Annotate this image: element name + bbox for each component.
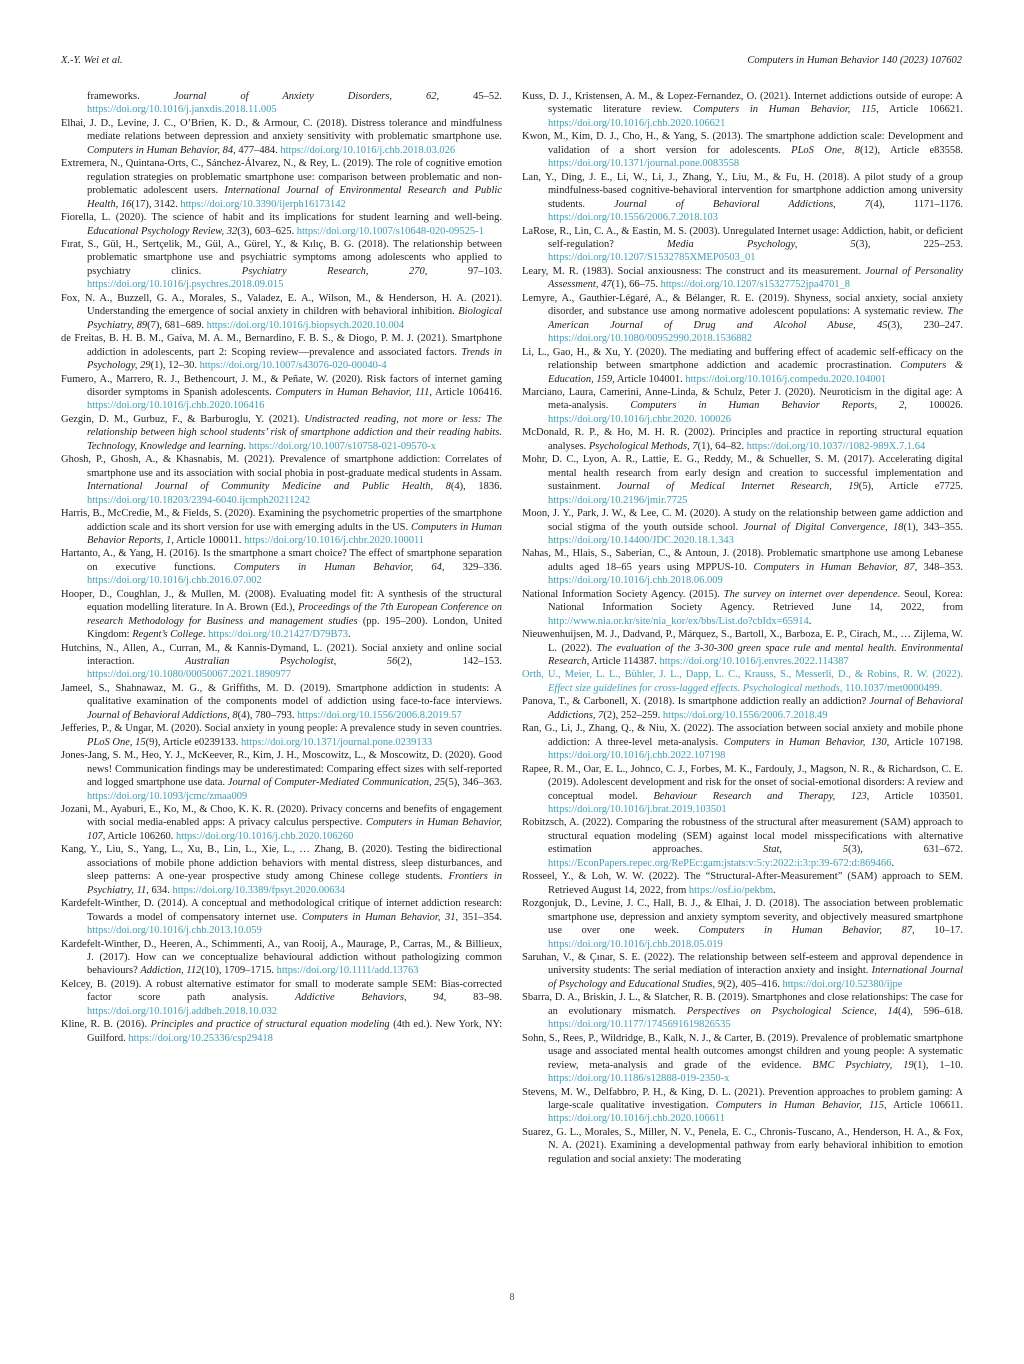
reference-text: Addiction, 112: [140, 965, 202, 977]
reference-entry: [522, 870, 963, 897]
doi-link[interactable]: https://doi.org/10.1037//1082-989X.7.1.64: [746, 440, 926, 452]
doi-link[interactable]: https://doi.org/10.1016/j.chb.2020.106621: [548, 117, 726, 129]
reference-text: McDonald, R. P., & Ho, M. H. R. (2002). Principles and practice in reporting structural equation analyses.: [522, 427, 963, 452]
doi-link[interactable]: https://doi.org/10.1016/j.chbr.2020.100011: [244, 534, 425, 546]
doi-link[interactable]: https://doi.org/10.1556/2006.8.2019.57: [297, 709, 462, 721]
reference-text: , 634.: [146, 884, 173, 896]
reference-entry: [522, 763, 963, 817]
doi-link[interactable]: https://doi.org/10.1016/j.chb.2020.106260: [175, 830, 354, 842]
reference-text: Marciano, Laura, Camerini, Anne-Linda, & Schulz, Peter J. (2020). Neuroticism in the digital age: A meta-analysis.: [522, 386, 963, 412]
reference-text: (3), 631–672.: [848, 844, 963, 856]
reference-entry: [61, 978, 502, 1018]
reference-text: Journal of Behavioral Addictions, 7: [614, 198, 871, 210]
reference-text: .: [773, 884, 776, 896]
reference-text: Psychological Methods, 7: [588, 440, 698, 452]
doi-link[interactable]: https://doi.org/10.1016/j.biopsych.2020.10.004: [206, 319, 405, 331]
reference-text: (4), 1836.: [450, 481, 502, 493]
reference-entry: [61, 938, 502, 978]
reference-text: The survey on internet over dependence: [723, 588, 898, 600]
reference-text: Lan, Y., Ding, J. E., Li, W., Li, J., Zhang, Y., Liu, M., & Fu, H. (2018). A pilot study of a group mindfulness-based cognitive-behavioral intervention for smartphone addiction among university students.: [522, 171, 963, 210]
reference-text: (1), 12–30.: [150, 360, 200, 372]
reference-entry: [61, 90, 502, 117]
doi-link[interactable]: https://doi.org/10.1207/s15327752jpa4701_8: [660, 279, 850, 291]
reference-text: , Article 104001.: [612, 373, 686, 385]
reference-entry: [522, 171, 963, 225]
reference-text: Nieuwenhuijsen, M. J., Dadvand, P., Márquez, S., Bartoll, X., Barboza, E. P., Cirach, M., … Zijlema, W. L. (2022).: [522, 629, 963, 654]
doi-link[interactable]: https://doi.org/10.2196/jmir.7725: [548, 494, 688, 506]
reference-text: Rozgonjuk, D., Levine, J. C., Hall, B. J., & Elhai, J. D. (2018). The association between problematic smartphone use, depression and anxiety symptom severity, and objectively measured smartphone use over one week.: [522, 898, 963, 937]
reference-entry: [61, 588, 502, 642]
reference-text: Regent’s College: [132, 629, 203, 641]
doi-link[interactable]: https://doi.org/10.3390/ijerph16173142: [180, 198, 346, 210]
reference-text: Leary, M. R. (1983). Social anxiousness: The construct and its measurement.: [522, 265, 866, 277]
reference-text: Li, L., Gao, H., & Xu, Y. (2020). The mediating and buffering effect of academic self-efficacy on the relationship between smartphone addiction and academic procrastination.: [522, 346, 963, 372]
reference-text: , 97–103.: [424, 265, 502, 277]
reference-text: (17), 3142.: [131, 198, 181, 210]
reference-text: Journal of Medical Internet Research, 19: [617, 481, 859, 493]
reference-text: (1), 343–355.: [903, 521, 963, 533]
reference-text: Media Psychology, 5: [666, 238, 856, 250]
reference-entry: [61, 897, 502, 937]
reference-text: Computers in Human Behavior, 107: [87, 817, 502, 842]
reference-text: PLoS One, 8: [791, 144, 861, 156]
reference-text: , Article 100011.: [171, 534, 245, 546]
reference-text: Ran, G., Li, J., Zhang, Q., & Niu, X. (2022). The association between social anxiety and mobile phone addiction: A three-level meta-analysis.: [522, 723, 963, 748]
reference-text: (4), 780–793.: [237, 709, 298, 721]
reference-entry: [61, 117, 502, 157]
reference-text: Computers in Human Behavior, 87: [753, 561, 915, 573]
reference-text: Computers in Human Behavior, 31: [301, 911, 456, 923]
reference-text: (4), 1171–1176.: [870, 198, 963, 210]
reference-entry: [522, 386, 963, 426]
reference-text: , Article 106416.: [429, 386, 502, 398]
reference-text: Stevens, M. W., Delfabbro, P. H., & King, D. L. (2021). Prevention approaches to problem gaming: A large-scale qualitative investigation.: [522, 1086, 963, 1111]
doi-link[interactable]: https://doi.org/10.1080/00050067.2021.1890977: [87, 669, 291, 681]
reference-entry: [522, 426, 963, 453]
doi-link[interactable]: https://doi.org/10.1007/s43076-020-00040-4: [199, 360, 387, 372]
reference-entry: [522, 695, 963, 722]
doi-link[interactable]: https://doi.org/10.1207/S1532785XMEP0503_01: [548, 252, 756, 264]
reference-text: , Article 114387.: [586, 656, 660, 668]
reference-text: Computers in Human Behavior, 84: [87, 144, 234, 156]
reference-entry: [61, 157, 502, 211]
reference-text: Journal of Computer-Mediated Communication, 25: [227, 777, 445, 789]
reference-text: .: [347, 629, 351, 641]
reference-entry: [61, 373, 502, 413]
reference-text: International Journal of Environmental Research and Public Health, 16: [87, 185, 502, 210]
reference-entry: [522, 346, 963, 386]
doi-link[interactable]: https://doi.org/10.1007/s10758-021-09570-x: [248, 440, 436, 452]
reference-text: Jefferies, P., & Ungar, M. (2020). Social anxiety in young people: A prevalence study in seven countries.: [61, 723, 502, 735]
reference-text: (1), 1–10.: [913, 1059, 963, 1071]
reference-text: Kwon, M., Kim, D. J., Cho, H., & Yang, S. (2013). The smartphone addiction scale: Development and validation of a short version for adolescents.: [522, 131, 963, 156]
reference-entry: [522, 588, 963, 628]
header-authors: X.-Y. Wei et al.: [61, 55, 123, 66]
reference-text: , 45–52.: [436, 91, 502, 102]
reference-text: , 351–354.: [455, 911, 503, 923]
reference-text: (2), 142–153.: [397, 656, 502, 668]
reference-entry: [522, 722, 963, 762]
reference-entry: [522, 1086, 963, 1126]
doi-link[interactable]: https://doi.org/10.1016/j.chb.2020.106416: [87, 400, 265, 412]
reference-text: Educational Psychology Review, 32: [87, 225, 238, 237]
reference-text: Ghosh, P., Ghosh, A., & Khasnabis, M. (2021). Prevalence of smartphone addiction: Correlates of smartphone use and its association with social phobia in post-graduate medical students in Assam.: [61, 454, 502, 479]
reference-text: , 477–484.: [233, 144, 281, 156]
reference-text: PLoS One, 15: [87, 736, 146, 748]
reference-text: de Freitas, B. H. B. M., Gaíva, M. A. M., Bernardino, F. B. S., & Diogo, P. M. J. (2021). Smartphone addiction in adolescents, part 2: Scoping review—prevalence and associated factors.: [61, 333, 502, 358]
reference-text: Jones-Jang, S. M., Heo, Y. J., McKeever, R., Kim, J. H., Moscowitz, L., & Moscowitz, D. (2020). Good news! Communication findings may be underestimated: Comparing effect sizes with self-reported and logged smartphone use data.: [61, 750, 502, 789]
reference-text: , 10–17.: [912, 925, 964, 937]
reference-text: Saruhan, V., & Çınar, S. E. (2022). The relationship between self-esteem and approval dependence in university students: The serial mediation of interaction anxiety and insight.: [522, 952, 963, 977]
reference-text: Sohn, S., Rees, P., Wildridge, B., Kalk, N. J., & Carter, B. (2019). Prevalence of problematic smartphone usage and associated mental health outcomes amongst children and young people: A systematic review, meta-analysis and grade of the evidence.: [522, 1032, 963, 1071]
reference-entry: [522, 1032, 963, 1086]
doi-link[interactable]: https://doi.org/10.1016/j.chbr.2020. 100026: [548, 413, 731, 425]
reference-text: Kelcey, B. (2019). A robust alternative estimator for small to moderate sample SEM: Bias-corrected factor score path analysis.: [61, 978, 502, 1004]
reference-entry: [61, 238, 502, 292]
reference-text: Lemyre, A., Gauthier-Légaré, A., & Bélanger, R. E. (2019). Shyness, social anxiety, social anxiety disorder, and substance use among normative adolescent populations: A systematic review.: [522, 292, 963, 318]
reference-text: .: [808, 615, 812, 627]
doi-link[interactable]: Orth, U., Meier, L. L., Bühler, J. L., Dapp, L. C., Krauss, S., Messerli, D., & Robins, R. W. (2022).: [522, 669, 963, 681]
doi-link[interactable]: https://doi.org/10.1007/s10648-020-09525-1: [296, 225, 484, 237]
reference-text: , Article 106621.: [876, 104, 963, 116]
doi-link[interactable]: https://osf.io/pekbm: [688, 884, 774, 896]
reference-text: , 329–336.: [441, 561, 502, 573]
reference-text: Undistracted reading, not more or less: The relationship between high school students’ risk of smartphone addiction and their reading habits. Technology, Knowledge and learning.: [87, 413, 502, 452]
reference-text: Kardefelt-Winther, D., Heeren, A., Schimmenti, A., van Rooij, A., Maurage, P., Carras, M., & Billieux, J. (2017). How can we conceptualize behavioural addiction without pathologizing common behaviours?: [61, 938, 502, 977]
reference-text: Computers in Human Behavior, 115: [693, 104, 877, 116]
reference-entry: [61, 749, 502, 803]
doi-link[interactable]: https://doi.org/10.1016/j.chb.2020.106611: [548, 1113, 726, 1125]
reference-text: (4), 596–618.: [897, 1005, 963, 1017]
doi-link[interactable]: https://EconPapers.repec.org/RePEc:gam:jstats:v:5:y:2022:i:3:p:39-672:d:869466: [548, 857, 892, 869]
reference-entry: [61, 292, 502, 332]
doi-link[interactable]: https://doi.org/10.1016/j.chb.2018.05.019: [548, 938, 723, 950]
reference-entry: [522, 816, 963, 870]
doi-link[interactable]: https://doi.org/10.18203/2394-6040.ijcmph20211242: [87, 494, 311, 506]
reference-text: Computers & Education, 159: [548, 360, 963, 385]
reference-entry: [522, 453, 963, 507]
doi-link[interactable]: https://doi.org/10.1016/j.janxdis.2018.11.005: [87, 104, 277, 116]
reference-text: (2), 405–416.: [722, 978, 783, 990]
doi-link[interactable]: https://doi.org/10.1016/j.psychres.2018.09.015: [87, 279, 284, 291]
reference-text: Kline, R. B. (2016).: [61, 1019, 151, 1031]
doi-link[interactable]: https://doi.org/10.1016/j.chb.2013.10.059: [87, 925, 262, 937]
reference-text: , 83–98.: [443, 992, 502, 1004]
reference-entry: [522, 628, 963, 668]
reference-text: . Seoul, Korea: National Information Society Agency. Retrieved June 14, 2022, from: [548, 588, 963, 614]
reference-text: Journal of Digital Convergence, 18: [743, 521, 904, 533]
reference-entry: [522, 1126, 963, 1166]
doi-link[interactable]: Effect size guidelines for cross-lagged effects. Psychological methods: [548, 682, 840, 694]
doi-link[interactable]: https://doi.org/10.1556/2006.7.2018.49: [662, 709, 828, 721]
reference-text: BMC Psychiatry, 19: [812, 1059, 914, 1071]
doi-link[interactable]: , 110.1037/met0000499.: [839, 682, 943, 694]
reference-entry: [522, 507, 963, 547]
reference-text: Harris, B., McCredie, M., & Fields, S. (2020). Examining the psychometric properties of the smartphone addiction scale and its short version for use with emerging adults in the US.: [61, 508, 502, 533]
doi-link[interactable]: https://doi.org/10.1371/journal.pone.0083558: [548, 158, 740, 170]
reference-text: Moon, J. Y., Park, J. W., & Lee, C. M. (2020). A study on the relationship between game addiction and social stigma of the youth outside school.: [522, 508, 963, 533]
page-number: 8: [509, 1292, 515, 1303]
reference-text: Computers in Human Behavior, 64: [233, 561, 442, 573]
doi-link[interactable]: https://doi.org/10.1111/add.13763: [276, 965, 419, 977]
reference-text: Fumero, A., Marrero, R. J., Bethencourt, J. M., & Peñate, W. (2020). Risk factors of internet gaming disorder symptoms in Spanish adolescents.: [61, 373, 502, 398]
reference-entry: [522, 668, 963, 695]
reference-text: Australian Psychologist, 56: [185, 656, 398, 668]
reference-entry: [61, 843, 502, 897]
reference-text: Hooper, D., Coughlan, J., & Mullen, M. (2008). Evaluating model fit: A synthesis of the structural equation modelling literature. In A. Brown (Ed.),: [61, 588, 502, 614]
reference-entry: [61, 547, 502, 587]
doi-link[interactable]: https://doi.org/10.1093/jcmc/zmaa009: [87, 790, 248, 802]
reference-text: Principles and practice of structural equation modeling: [150, 1019, 390, 1031]
reference-entry: [61, 682, 502, 722]
doi-link[interactable]: https://doi.org/10.1016/j.chb.2022.107198: [548, 750, 726, 762]
reference-text: Trends in Psychology, 29: [87, 346, 502, 372]
reference-text: Elhai, J. D., Levine, J. C., O’Brien, K. D., & Armour, C. (2018). Distress tolerance and mindfulness mediate relations between depression and anxiety sensitivity with problematic smartphone use.: [61, 117, 502, 143]
reference-text: Nahas, M., Hlais, S., Saberian, C., & Antoun, J. (2018). Problematic smartphone use among Lebanese adults aged 18–65 years using MPPUS-10.: [522, 548, 963, 573]
reference-entry: [522, 897, 963, 951]
doi-link[interactable]: https://doi.org/10.1016/j.compedu.2020.104001: [685, 373, 887, 385]
reference-text: Computers in Human Behavior, 115: [715, 1099, 884, 1111]
reference-text: .: [891, 857, 894, 869]
reference-entry: [522, 991, 963, 1031]
doi-link[interactable]: https://doi.org/10.1186/s12888-019-2350-x: [548, 1073, 730, 1085]
reference-text: .: [202, 629, 209, 641]
reference-text: , Article 107198.: [886, 736, 964, 748]
reference-text: (12), Article e83558.: [860, 144, 964, 156]
doi-link[interactable]: https://doi.org/10.1371/journal.pone.0239133: [240, 736, 433, 748]
reference-entry: [522, 292, 963, 346]
running-header: [61, 55, 962, 66]
reference-text: Journal of Behavioral Addictions, 7: [548, 696, 963, 721]
doi-link[interactable]: https://doi.org/10.1016/j.chb.2016.07.002: [87, 575, 262, 587]
reference-text: Jozani, M., Ayaburi, E., Ko, M., & Choo, K. K. R. (2020). Privacy concerns and benefits of engagement with social media-enabled apps: A privacy calculus perspective.: [61, 804, 502, 829]
reference-text: Jameel, S., Shahnawaz, M. G., & Griffiths, M. D. (2019). Smartphone addiction in students: A qualitative examination of the components model of addiction using face-to-face interviews.: [61, 682, 502, 708]
reference-entry: [522, 90, 963, 130]
reference-entry: [61, 332, 502, 372]
reference-entry: [522, 225, 963, 265]
reference-text: (4th ed.). New York, NY: Guilford.: [87, 1019, 503, 1044]
doi-link[interactable]: https://doi.org/10.1016/j.envres.2022.114387: [659, 656, 849, 668]
reference-text: (1), 64–82.: [697, 440, 747, 452]
reference-text: Addictive Behaviors, 94: [295, 992, 444, 1004]
reference-text: LaRose, R., Lin, C. A., & Eastin, M. S. (2003). Unregulated Internet usage: Addiction, habit, or deficient self-regulation?: [522, 225, 963, 250]
reference-text: Frontiers in Psychiatry, 11: [87, 871, 503, 896]
reference-text: (pp. 195–200). London, United Kingdom:: [87, 615, 502, 641]
reference-text: Kang, Y., Liu, S., Yang, L., Xu, B., Lin, L., Xie, L., … Zhang, B. (2020). Testing the bidirectional associations of mobile phone addiction behaviors with mental distress, sleep disturbances, and sleep patterns: A one-year prospective study among Chinese college students.: [61, 844, 502, 883]
reference-entry: [522, 265, 963, 292]
reference-text: (10), 1709–1715.: [201, 965, 277, 977]
reference-entry: [61, 453, 502, 507]
doi-link[interactable]: https://doi.org/10.1016/j.addbeh.2018.10.032: [87, 1005, 277, 1017]
reference-text: Journal of Behavioral Addictions, 8: [87, 709, 238, 721]
reference-text: Computers in Human Behavior Reports, 2: [630, 400, 905, 412]
reference-text: (2), 252–259.: [603, 709, 663, 721]
reference-text: Fox, N. A., Buzzell, G. A., Morales, S., Valadez, E. A., Wilson, M., & Henderson, H. A. (2021). Understanding the emergence of social anxiety in children with behavioral inhibition.: [61, 292, 502, 318]
doi-link[interactable]: https://doi.org/10.3389/fpsyt.2020.00634: [172, 884, 346, 896]
reference-text: International Journal of Psychology and Educational Studies, 9: [548, 965, 963, 990]
reference-entry: [61, 413, 502, 453]
reference-text: National Information Society Agency. (2015).: [522, 588, 724, 600]
reference-text: Rosseel, Y., & Loh, W. W. (2022). The “Structural-After-Measurement” (SAM) approach to SEM. Retrieved August 14, 2022, from: [522, 871, 963, 896]
doi-link[interactable]: https://doi.org/10.21427/D79B73: [208, 629, 348, 641]
reference-entry: [61, 211, 502, 238]
reference-text: The American Journal of Drug and Alcohol Abuse, 45: [548, 306, 963, 331]
reference-text: Hartanto, A., & Yang, H. (2016). Is the smartphone a smart choice? The effect of smartphone separation on executive functions.: [61, 548, 502, 573]
header-journal: Computers in Human Behavior 140 (2023) 107602: [747, 55, 962, 66]
reference-text: International Journal of Community Medicine and Public Health, 8: [87, 481, 451, 493]
reference-entry: [522, 130, 963, 170]
doi-link[interactable]: https://doi.org/10.52380/ijpe: [782, 978, 903, 990]
reference-text: , 348–353.: [914, 561, 963, 573]
reference-text: (1), 66–75.: [611, 279, 661, 291]
doi-link[interactable]: https://doi.org/10.1016/j.brat.2019.103501: [548, 804, 727, 816]
reference-text: (7), 681–689.: [147, 319, 207, 331]
reference-text: , Article 106260.: [102, 830, 176, 842]
reference-text: Rapee, R. M., Oar, E. L., Johnco, C. J., Forbes, M. K., Fardouly, J., Magson, N. R., & Richardson, C. E. (2019). Adolescent development and risk for the onset of social-emotional disorders: A review and conceptual model.: [522, 763, 963, 802]
reference-text: Robitzsch, A. (2022). Comparing the robustness of the structural after measurement (SAM) approach to structural equation modeling (SEM) against local model misspecifications with alternative estimation approaches.: [522, 817, 963, 856]
reference-text: Stat, 5: [763, 844, 849, 856]
reference-text: Kuss, D. J., Kristensen, A. M., & Lopez-Fernandez, O. (2021). Internet addictions outside of europe: A systematic literature review.: [522, 91, 963, 116]
reference-text: Mohr, D. C., Lyon, A. R., Lattie, E. G., Reddy, M., & Schueller, S. M. (2017). Accelerating digital mental health research from early design and creation to successful implementation and sustainment.: [522, 454, 963, 493]
reference-text: Extremera, N., Quintana-Orts, C., Sánchez-Álvarez, N., & Rey, L. (2019). The role of cognitive emotion regulation strategies on problematic smartphone use: comparison between problematic and non-problematic adolescent users.: [61, 158, 502, 197]
doi-link[interactable]: https://doi.org/10.25336/csp29418: [128, 1032, 273, 1044]
reference-text: (3), 230–247.: [887, 319, 963, 331]
reference-entry: [61, 722, 502, 749]
reference-text: Behaviour Research and Therapy, 123: [653, 790, 867, 802]
reference-text: , Article 106611.: [883, 1099, 963, 1111]
reference-entry: [522, 547, 963, 587]
reference-text: Psychiatry Research, 270: [241, 265, 425, 277]
reference-text: , Article 103501.: [866, 790, 963, 802]
reference-text: Perspectives on Psychological Science, 14: [686, 1005, 898, 1017]
doi-link[interactable]: https://doi.org/10.1556/2006.7.2018.103: [548, 212, 718, 224]
reference-text: Computers in Human Behavior, 87: [698, 925, 913, 937]
reference-entry: [61, 803, 502, 843]
reference-text: Journal of Personality Assessment, 47: [548, 265, 963, 291]
reference-text: (5), Article e7725.: [858, 481, 963, 493]
reference-text: , 100026.: [904, 400, 964, 412]
reference-text: Panova, T., & Carbonell, X. (2018). Is smartphone addiction really an addiction?: [522, 696, 870, 708]
doi-link[interactable]: http://www.nia.or.kr/site/nia_kor/ex/bbs/List.do?cbIdx=65914: [548, 615, 809, 627]
doi-link[interactable]: https://doi.org/10.1016/j.chb.2018.06.009: [548, 575, 723, 587]
references-column-left: [61, 90, 502, 1045]
reference-text: Kardefelt-Winther, D. (2014). A conceptual and methodological critique of internet addiction research: Towards a model of compensatory internet use.: [61, 898, 502, 923]
reference-entry: [61, 507, 502, 547]
reference-text: (3), 225–253.: [855, 238, 963, 250]
reference-entry: [522, 951, 963, 991]
doi-link[interactable]: https://doi.org/10.1080/00952990.2018.1536882: [548, 333, 752, 345]
reference-text: Gezgin, D. M., Gurbuz, F., & Barburoglu, Y. (2021).: [61, 413, 305, 425]
reference-text: (3), 603–625.: [237, 225, 297, 237]
reference-text: Hutchins, N., Allen, A., Curran, M., & Kannis-Dymand, L. (2021). Social anxiety and online social interaction.: [61, 642, 502, 668]
reference-text: Journal of Anxiety Disorders, 62: [173, 91, 437, 102]
reference-text: Computers in Human Behavior Reports, 1: [87, 521, 503, 546]
reference-text: Sbarra, D. A., Briskin, J. L., & Slatcher, R. B. (2019). Smartphones and close relationships: The case for an evolutionary mismatch.: [522, 992, 963, 1017]
reference-text: The evaluation of the 3-30-300 green space rule and mental health. Environmental Research: [548, 642, 963, 668]
doi-link[interactable]: https://doi.org/10.14400/JDC.2020.18.1.343: [548, 534, 734, 546]
reference-text: Fiorella, L. (2020). The science of habit and its implications for student learning and well-being.: [61, 212, 502, 224]
doi-link[interactable]: https://doi.org/10.1016/j.chb.2018.03.026: [280, 144, 456, 156]
reference-entry: [61, 1018, 502, 1045]
reference-text: frameworks.: [87, 91, 174, 102]
reference-text: (5), 346–363.: [444, 777, 502, 789]
reference-text: Fırat, S., Gül, H., Sertçelik, M., Gül, A., Gürel, Y., & Kılıç, B. G. (2018). The relationship between problematic smartphone use and psychiatric symptoms among adolescents who applied to psychiatry clinics.: [61, 238, 502, 277]
references-column-right: [522, 90, 963, 1166]
reference-text: Computers in Human Behavior, 111: [275, 386, 430, 398]
reference-text: Proceedings of the 7th European Conference on research Methodology for Business and management studies: [87, 602, 502, 627]
doi-link[interactable]: https://doi.org/10.1177/1745691619826535: [548, 1019, 731, 1031]
reference-entry: [61, 642, 502, 682]
reference-text: Biological Psychiatry, 89: [87, 306, 502, 331]
reference-text: Computers in Human Behavior, 130: [723, 736, 887, 748]
reference-text: Suarez, G. L., Morales, S., Miller, N. V., Penela, E. C., Chronis-Tuscano, A., Henderson, H. A., & Fox, N. A. (2021). Examining a developmental pathway from early behavioral inhibition to emotion regulation and social anxiety: The moderating: [522, 1126, 963, 1165]
reference-text: (9), Article e0239133.: [145, 736, 241, 748]
